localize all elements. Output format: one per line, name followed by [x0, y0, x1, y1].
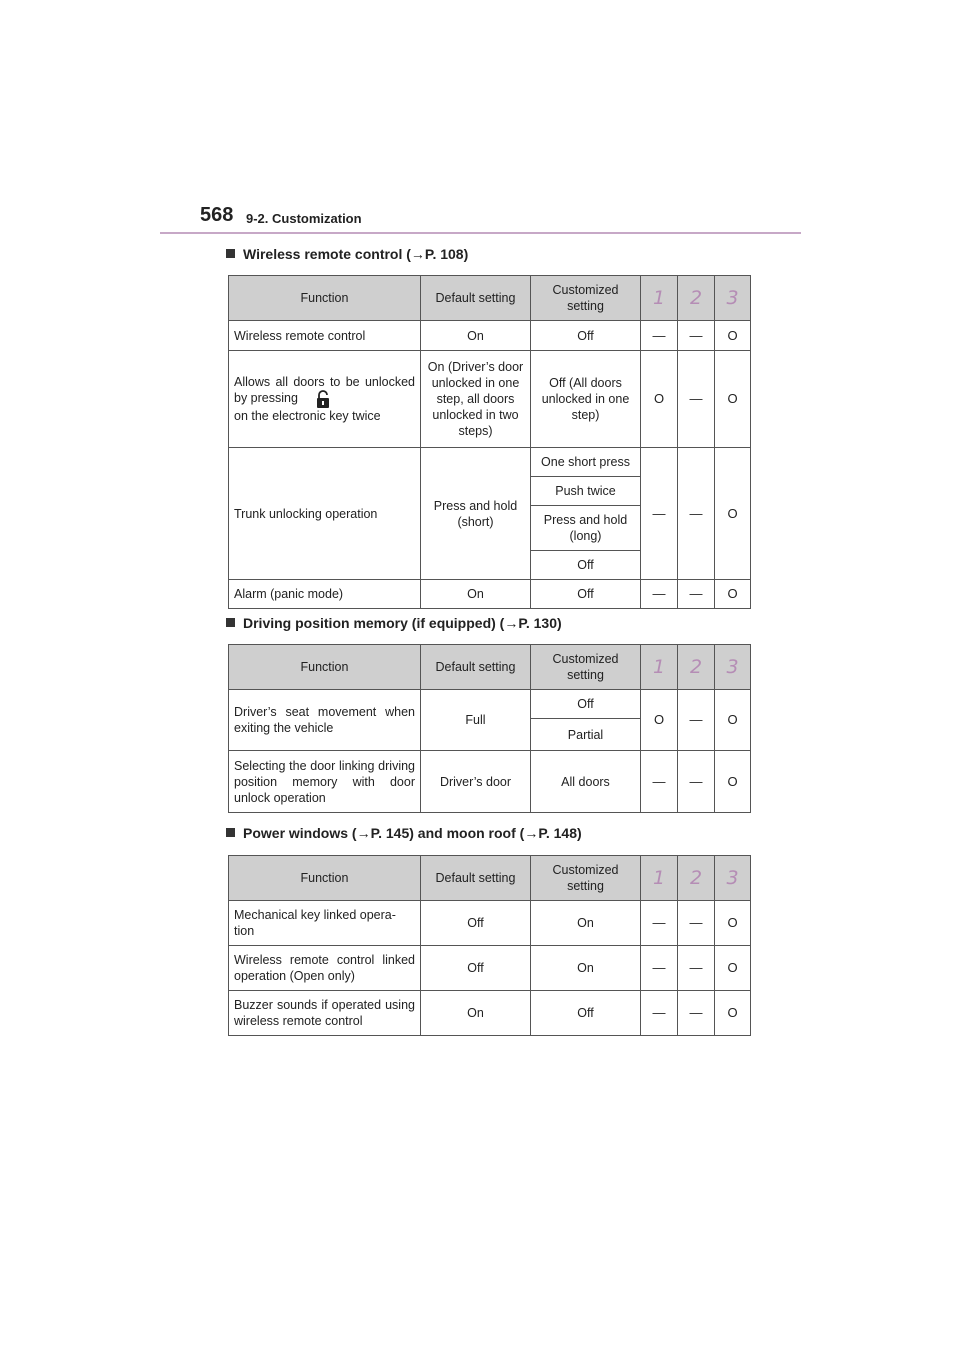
- default-cell: Press and hold (short): [421, 448, 531, 580]
- customized-cell: Off: [531, 321, 641, 351]
- mark-cell: —: [641, 321, 678, 351]
- mark-cell: O: [715, 901, 751, 946]
- unlock-icon: [316, 390, 330, 408]
- mark-cell: —: [641, 751, 678, 813]
- mark-cell: O: [715, 321, 751, 351]
- customized-cell: Press and hold (long): [531, 506, 641, 551]
- mark-cell: —: [641, 991, 678, 1036]
- default-cell: Full: [421, 690, 531, 751]
- square-bullet-icon: [226, 828, 235, 837]
- col-3: [715, 645, 751, 690]
- mark-cell: O: [641, 690, 678, 751]
- col-1: [641, 645, 678, 690]
- function-cell: Mechanical key linked opera-tion: [229, 901, 421, 946]
- mark-cell: —: [678, 946, 715, 991]
- mark-cell: —: [641, 448, 678, 580]
- mark-cell: —: [641, 946, 678, 991]
- customized-cell: Off: [531, 690, 641, 719]
- mark-cell: O: [715, 580, 751, 609]
- col-customized: Customized setting: [531, 645, 641, 690]
- mark-cell: —: [678, 690, 715, 751]
- col-function: Function: [229, 856, 421, 901]
- page-number: 568: [200, 204, 234, 226]
- default-cell: Off: [421, 901, 531, 946]
- default-cell: Off: [421, 946, 531, 991]
- mark-cell: —: [678, 751, 715, 813]
- col-3: [715, 856, 751, 901]
- square-bullet-icon: [226, 618, 235, 627]
- table-driving-position: [228, 644, 751, 813]
- table-wireless-remote: [228, 275, 751, 609]
- number-1-icon: 1: [652, 655, 666, 678]
- col-2: [678, 645, 715, 690]
- table-header-row: [229, 645, 751, 690]
- table-row: [229, 690, 751, 719]
- col-function: Function: [229, 276, 421, 321]
- function-text: on the electronic key twice: [234, 409, 381, 423]
- table-row: [229, 321, 751, 351]
- section-heading-text: Power windows (→P. 145) and moon roof (→P. 148): [243, 825, 582, 841]
- table-row: [229, 580, 751, 609]
- mark-cell: —: [641, 580, 678, 609]
- default-cell: On: [421, 991, 531, 1036]
- number-1-icon: 1: [652, 866, 666, 889]
- mark-cell: O: [715, 690, 751, 751]
- section-heading-text: Wireless remote control (→P. 108): [243, 246, 469, 262]
- col-default: Default setting: [421, 276, 531, 321]
- default-cell: On: [421, 580, 531, 609]
- col-customized: Customized setting: [531, 856, 641, 901]
- col-function: Function: [229, 645, 421, 690]
- section-heading-power-windows: [226, 825, 582, 841]
- table-row: [229, 448, 751, 477]
- table-row: [229, 901, 751, 946]
- function-cell: Trunk unlocking operation: [229, 448, 421, 580]
- number-3-icon: 3: [726, 655, 739, 678]
- mark-cell: —: [678, 901, 715, 946]
- mark-cell: —: [678, 351, 715, 448]
- customized-cell: One short press: [531, 448, 641, 477]
- section-heading-text: Driving position memory (if equipped) (→P. 130): [243, 615, 562, 631]
- table-row: [229, 946, 751, 991]
- section-heading-wireless-remote: [226, 246, 468, 262]
- col-default: Default setting: [421, 856, 531, 901]
- customized-cell: Off: [531, 991, 641, 1036]
- mark-cell: O: [715, 351, 751, 448]
- function-cell: Buzzer sounds if operated using wireless remote control: [229, 991, 421, 1036]
- mark-cell: O: [715, 991, 751, 1036]
- mark-cell: O: [715, 946, 751, 991]
- table-header-row: [229, 276, 751, 321]
- mark-cell: O: [715, 448, 751, 580]
- table-row: [229, 351, 751, 448]
- customized-cell: Off: [531, 551, 641, 580]
- col-1: [641, 856, 678, 901]
- col-1: [641, 276, 678, 321]
- col-customized: Customized setting: [531, 276, 641, 321]
- table-header-row: [229, 856, 751, 901]
- number-2-icon: 2: [689, 655, 703, 678]
- col-2: [678, 276, 715, 321]
- table-power-windows: [228, 855, 751, 1036]
- customized-cell: On: [531, 946, 641, 991]
- mark-cell: —: [678, 448, 715, 580]
- mark-cell: O: [715, 751, 751, 813]
- function-cell: Selecting the door linking driving position memory with door unlock operation: [229, 751, 421, 813]
- default-cell: On: [421, 321, 531, 351]
- number-3-icon: 3: [726, 286, 739, 309]
- table-row: [229, 751, 751, 813]
- function-text: Allows all doors to be unlocked by pressing: [234, 375, 415, 405]
- number-2-icon: 2: [689, 866, 703, 889]
- mark-cell: O: [641, 351, 678, 448]
- customized-cell: Push twice: [531, 477, 641, 506]
- default-cell: Driver’s door: [421, 751, 531, 813]
- mark-cell: —: [678, 321, 715, 351]
- number-3-icon: 3: [726, 866, 739, 889]
- function-cell: Wireless remote control linked operation (Open only): [229, 946, 421, 991]
- customized-cell: On: [531, 901, 641, 946]
- section-heading-driving-position: [226, 615, 562, 631]
- function-cell: Wireless remote control: [229, 321, 421, 351]
- section-title: 9-2. Customization: [246, 211, 362, 226]
- mark-cell: —: [641, 901, 678, 946]
- col-3: [715, 276, 751, 321]
- mark-cell: —: [678, 580, 715, 609]
- table-row: [229, 991, 751, 1036]
- default-cell: On (Driver’s door unlocked in one step, all doors unlocked in two steps): [421, 351, 531, 448]
- square-bullet-icon: [226, 249, 235, 258]
- header-rule: [160, 232, 801, 234]
- col-2: [678, 856, 715, 901]
- customized-cell: Off: [531, 580, 641, 609]
- customized-cell: Partial: [531, 719, 641, 751]
- function-cell: Driver’s seat movement when exiting the vehicle: [229, 690, 421, 751]
- number-2-icon: 2: [689, 286, 703, 309]
- customized-cell: Off (All doors unlocked in one step): [531, 351, 641, 448]
- function-cell: [229, 351, 421, 448]
- customized-cell: All doors: [531, 751, 641, 813]
- number-1-icon: 1: [652, 286, 666, 309]
- col-default: Default setting: [421, 645, 531, 690]
- function-cell: Alarm (panic mode): [229, 580, 421, 609]
- mark-cell: —: [678, 991, 715, 1036]
